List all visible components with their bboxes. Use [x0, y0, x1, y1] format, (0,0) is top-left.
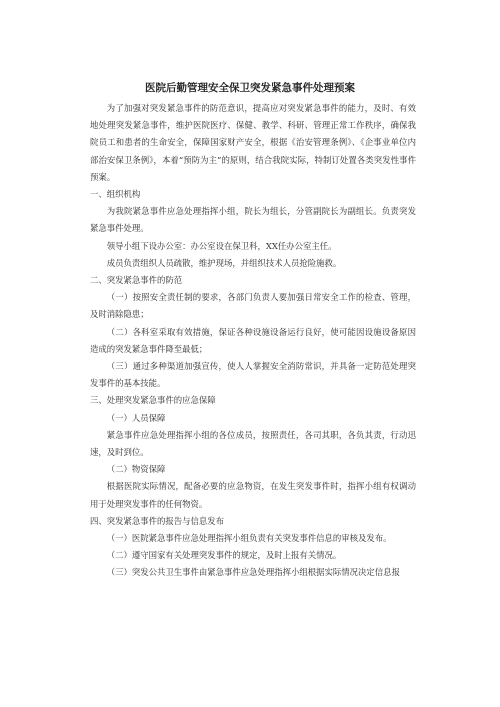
section-heading-1: 一、组织机构	[90, 189, 141, 200]
document-body	[90, 100, 416, 582]
section3-subheading: （一）人员保障	[106, 412, 166, 423]
intro-paragraph: 为了加强对突发紧急事件的防范意识，提高应对突发紧急事件的能力，及时、有效地处理突发紧急事件，维护医院医疗、保健、教学、科研、管理正常工作秩序，确保我院员工和患者的生命安全，保障国家财产安全，根据《治安管理条例》、《企事业单位内部治安保卫条例》，本着“预防为主”的原则，结合我院实际，特制订处置各类突发性事件预案。	[90, 103, 416, 182]
document-title: 医院后勤管理安全保卫突发紧急事件处理预案	[145, 82, 355, 94]
section4-paragraph: （二）遵守国家有关处理突发事件的规定，及时上报有关情况。	[106, 550, 342, 561]
section4-paragraph: （一）医院紧急事件应急处理指挥小组负责有关突发事件信息的审核及发布。	[106, 533, 392, 544]
section4-paragraph: （三）突发公共卫生事件由紧急事件应急处理指挥小组根据实际情况决定信息报	[106, 567, 400, 578]
section3-paragraph: 紧急事件应急处理指挥小组的各位成员，按照责任，各司其职，各负其责，行动迅速，及时到位。	[90, 429, 416, 458]
section-heading-3: 三、处理突发紧急事件的应急保障	[90, 395, 216, 406]
section1-paragraph: 成员负责组织人员疏散，维护现场，并组织技术人员抢险施救。	[106, 257, 342, 268]
section3-subheading: （二）物资保障	[106, 464, 166, 475]
section1-paragraph: 领导小组下设办公室：办公室设在保卫科，XX任办公室主任。	[106, 240, 337, 251]
section-heading-2: 二、突发紧急事件的防范	[90, 275, 183, 286]
section1-paragraph: 为我院紧急事件应急处理指挥小组，院长为组长，分管副院长为副组长。负责突发紧急事件处理。	[90, 206, 416, 234]
section2-paragraph: （三）通过多种渠道加强宣传，使人人掌握安全消防常识，并具备一定防范处理突发事件的基本技能。	[90, 361, 416, 389]
section2-paragraph: （二）各科室采取有效措施，保证各种设施设备运行良好，使可能因设施设备原因造成的突发紧急事件降至最低；	[90, 326, 416, 354]
section3-paragraph: 根据医院实际情况，配备必要的应急物资，在发生突发事件时，指挥小组有权调动用于处理突发事件的任何物资。	[90, 481, 416, 509]
section2-paragraph: （一）按照安全责任制的要求，各部门负责人要加强日常安全工作的检查、管理，及时消除隐患；	[90, 292, 416, 320]
section-heading-4: 四、突发紧急事件的报告与信息发布	[90, 515, 224, 526]
